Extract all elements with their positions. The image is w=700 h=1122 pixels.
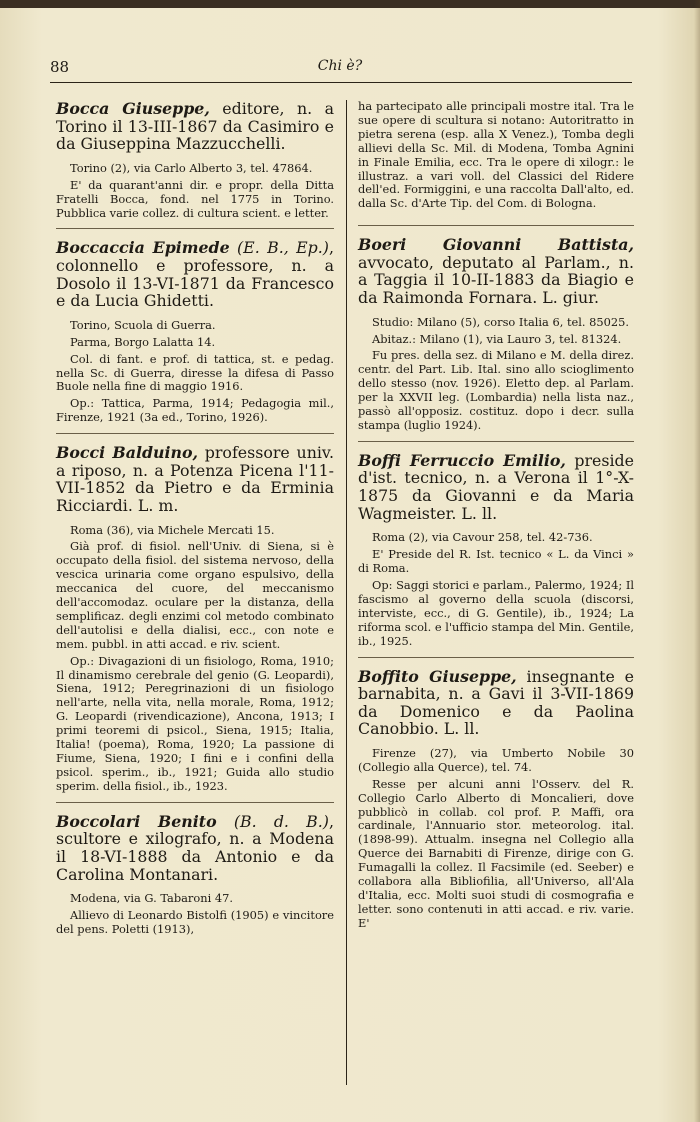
entry-pseudonym: (B. d. B.) — [216, 811, 329, 831]
entry-heading — [358, 452, 634, 522]
scan-top-border — [0, 0, 700, 8]
entry-address: Torino (2), via Carlo Alberto 3, tel. 47864. — [70, 160, 313, 175]
right-column — [358, 100, 634, 939]
entry-works: Op.: Divagazioni di un fisiologo, Roma, 1910; Il dinamismo cerebrale del genio (G. Leopardi), Siena, 1912; Peregrinazioni di un fisiologo nell'arte, nella vita, nella morale, Roma, 1912; G. Leopardi (rivendicazione), Ancona, 1913; I primi teoremi di psicol., Siena, 1915; Italia, Italia! (poema), Roma, 1920; La passione di Fiume, Siena, 1920; I fini e i confini della psicol. sperim., ib., 1921; Guida allo studio sperim. della fisiol., ib., 1923. — [56, 653, 334, 793]
entry-name: Boffito Giuseppe, — [358, 666, 517, 686]
entry-intro: , scultore e xilografo, n. a Modena il 18-VI-1888 da Antonio e da Carolina Montanari. — [56, 811, 334, 884]
entry-separator — [358, 225, 634, 227]
entry-intro: editore, n. a Torino il 13-III-1867 da Casimiro e da Giuseppina Mazzucchelli. — [56, 99, 334, 154]
entry-bio: Resse per alcuni anni l'Osserv. del R. Collegio Carlo Alberto di Moncalieri, dove pubblicò in collab. col prof. P. Maffi, ora cardinale, l'Annuario stor. meteorolog. ital. (1898-99). Attualm. insegna nel Collegio alla Querce dei Barnabiti di Firenze, dirige con G. Fumagalli la collez. Il Facsimile (ed. Seeber) e collabora alla Bibliofilia, all'Universo, all'Ala d'Italia, ecc. Molti suoi studi di cosmografia e letter. sono contenuti in atti accad. e riv. varie. E' — [358, 776, 634, 930]
entry-separator — [56, 228, 334, 230]
entry-heading — [358, 236, 634, 306]
entry-boccolari-benito — [56, 813, 334, 937]
entry-address: Torino, Scuola di Guerra. — [70, 317, 216, 332]
left-column — [56, 100, 334, 945]
entry-address: Roma (36), via Michele Mercati 15. — [70, 522, 275, 537]
entry-separator — [358, 657, 634, 659]
entry-boffi-ferruccio-emilio — [358, 452, 634, 649]
page-number: 88 — [50, 58, 70, 76]
entry-bio: Già prof. di fisiol. nell'Univ. di Siena, si è occupato della fisiol. del sistema nervoso, della vescica urinaria come organo espulsivo, della meccanica del cuore, del meccanismo dell'accomodaz. oculare per la distanza, della semplificaz. degli enzimi col metodo combinato dell'autolisi e della dialisi, ecc., con note e mem. pubbl. in atti accad. e riv. scient. — [56, 539, 334, 651]
entry-bio: E' da quarant'anni dir. e propr. della Ditta Fratelli Bocca, fond. nel 1775 in Torino. Pubblica varie collez. di cultura scient. e letter. — [56, 177, 334, 220]
entry-name: Bocca Giuseppe, — [56, 99, 210, 118]
entry-name: Bocci Balduino, — [56, 443, 199, 463]
entry-intro: preside d'ist. tecnico, n. a Verona il 1°-X-1875 da Giovanni e da Maria Wagmeister. L. ll. — [358, 450, 635, 523]
entry-separator — [56, 802, 334, 804]
entry-bio: Allievo di Leonardo Bistolfi (1905) e vincitore del pens. Poletti (1913), — [56, 908, 334, 936]
entry-continuation: ha partecipato alle principali mostre ital. Tra le sue opere di scultura si notano: Autoritratto in pietra serena (esp. alla X Venez.), Tomba degli allievi della Sc. Mil. di Modena, Tomba Agnini in Finale Emilia, ecc. Tra le opere di xilogr.: le illustraz. a vari voll. del Classici del Ridere dell'ed. Formiggini, e una raccolta Dall'alto, ed. dalla Sc. d'Arte Tip. del Com. di Bologna. — [358, 99, 634, 211]
entry-bio: E' Preside del R. Ist. tecnico « L. da Vinci » di Roma. — [358, 547, 634, 576]
entry-bio: Fu pres. della sez. di Milano e M. della direz. centr. del Part. Lib. Ital. sino allo scioglimento dello stesso (nov. 1926). Eletto dep. al Parlam. per la XXVII leg. (Lombardia) nella lista naz., passò all'opposiz. costituz. dopo i decr. sulla stampa (luglio 1924). — [358, 348, 634, 432]
entry-bocca-giuseppe — [56, 100, 334, 220]
entry-heading — [56, 239, 334, 309]
entry-works: Op.: Tattica, Parma, 1914; Pedagogia mil., Firenze, 1921 (3a ed., Torino, 1926). — [56, 396, 334, 425]
entry-separator — [358, 441, 634, 443]
page-edge-shadow — [694, 0, 700, 1122]
running-title: Chi è? — [317, 58, 363, 74]
entry-bio: Col. di fant. e prof. di tattica, st. e pedag. nella Sc. di Guerra, diresse la difesa di Passo Buole nella fine di maggio 1916. — [56, 351, 334, 394]
entry-separator — [56, 433, 334, 435]
entry-intro: professore univ. a riposo, n. a Potenza Picena l'11-VII-1852 da Pietro e da Erminia Ricciardi. L. m. — [56, 443, 334, 515]
entry-heading — [56, 813, 334, 883]
entry-bocci-balduino — [56, 444, 334, 794]
entry-address-home: Abitaz.: Milano (1), via Lauro 3, tel. 81324. — [372, 331, 622, 346]
entry-intro: insegnante e barnabita, n. a Gavi il 3-VII-1869 da Domenico e da Paolina Canobbio. L. ll. — [358, 666, 634, 739]
entry-heading — [358, 668, 634, 738]
entry-address: Parma, Borgo Lalatta 14. — [70, 334, 216, 349]
entry-boffito-giuseppe — [358, 668, 634, 931]
entry-intro: , colonnello e professore, n. a Dosolo il 13-VI-1871 da Francesco e da Lucia Ghidetti. — [56, 238, 334, 311]
entry-boccaccia-epimede — [56, 239, 334, 425]
page-header — [50, 58, 630, 82]
entry-boeri-giovanni-battista — [358, 236, 634, 433]
entry-heading — [56, 444, 334, 514]
entry-heading — [56, 100, 334, 153]
entry-works: Op: Saggi storici e parlam., Palermo, 1924; Il fascismo al governo della scuola (discorsi, interviste, ecc., di G. Gentile), ib., 1924; La riforma scol. e l'ufficio stampa del Min. Gentile, ib., 1925. — [358, 577, 634, 648]
entry-pseudonym: (E. B., Ep.) — [229, 238, 329, 258]
entry-intro: avvocato, deputato al Parlam., n. a Taggia il 10-II-1883 da Biagio e da Raimonda Fornara. L. giur. — [358, 252, 634, 308]
entry-address: Roma (2), via Cavour 258, tel. 42-736. — [372, 530, 593, 545]
entry-address: Firenze (27), via Umberto Nobile 30 (Collegio alla Querce), tel. 74. — [358, 745, 634, 774]
entry-name: Boccolari Benito — [56, 811, 217, 831]
header-rule — [50, 82, 632, 83]
entry-name: Boeri Giovanni Battista, — [358, 235, 634, 255]
entry-name: Boccaccia Epimede — [56, 238, 230, 258]
entry-name: Boffi Ferruccio Emilio, — [358, 450, 566, 470]
entry-address: Modena, via G. Tabaroni 47. — [70, 891, 233, 906]
entry-address-studio: Studio: Milano (5), corso Italia 6, tel. 85025. — [372, 314, 630, 329]
column-divider — [346, 100, 347, 1085]
